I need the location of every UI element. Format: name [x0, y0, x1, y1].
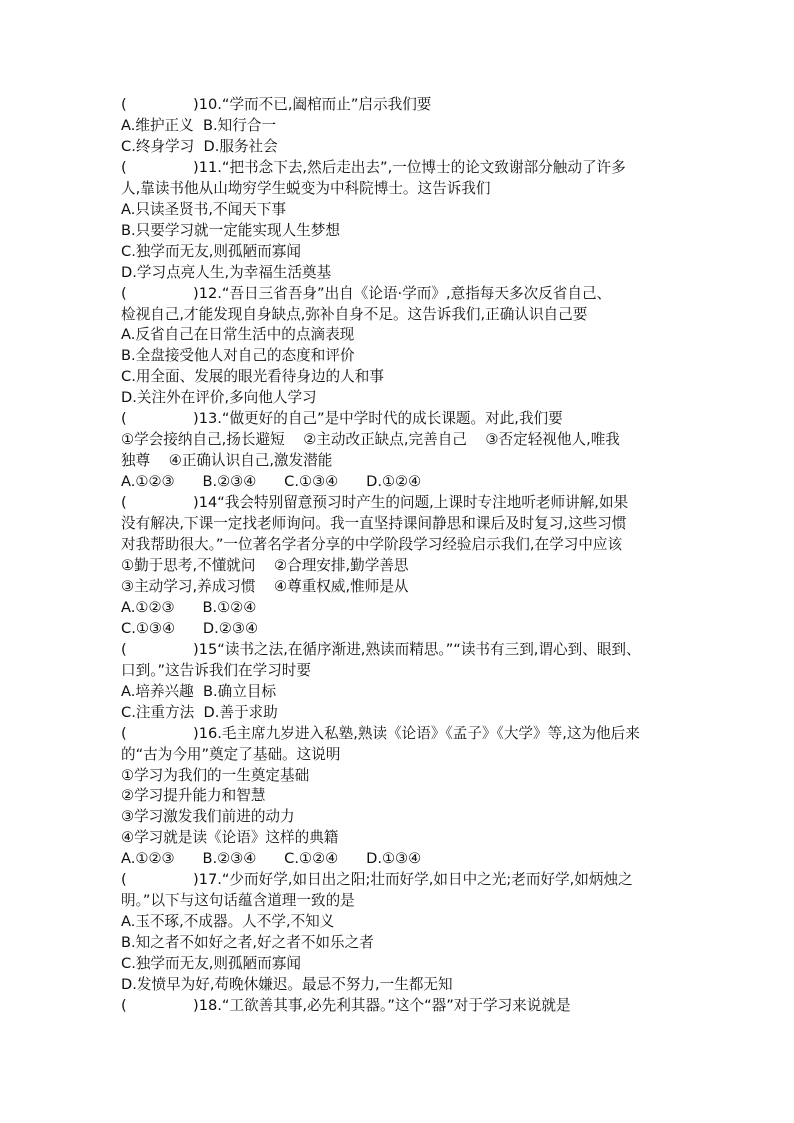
- question-stem-line: [121, 95, 687, 116]
- question-stem-text: ④学习就是读《论语》这样的典籍: [121, 829, 339, 847]
- question-options: A.①②③ B.①②④: [121, 598, 257, 616]
- answer-blank[interactable]: (: [121, 410, 127, 428]
- question-stem-text: ③主动学习,养成习惯 ④尊重权威,惟师是从: [121, 577, 409, 595]
- question-stem-text: 对我帮助很大。”一位著名学者分享的中学阶段学习经验启示我们,在学习中应该: [121, 536, 623, 554]
- question-stem-text: 人,靠读书他从山坳穷学生蜕变为中科院博士。这告诉我们: [121, 179, 491, 197]
- question-options: C.独学而无友,则孤陋而寡闻: [121, 242, 302, 260]
- question-options: D.发愤早为好,苟晚休嫌迟。最忌不努力,一生都无知: [121, 976, 453, 994]
- question-options: C.独学而无友,则孤陋而寡闻: [121, 955, 302, 973]
- question-options: C.①③④ D.②③④: [121, 619, 259, 637]
- question-stem-continuation: [121, 786, 687, 807]
- question-stem-text: 明。”以下与这句话蕴含道理一致的是: [121, 892, 355, 910]
- question-stem-text: 独尊 ④正确认识自己,激发潜能: [121, 452, 333, 470]
- question-stem-line: [121, 724, 687, 745]
- answer-blank[interactable]: (: [121, 724, 127, 742]
- question-stem-text: 毛主席九岁进入私塾,熟读《论语》《孟子》《大学》等,这为他后来: [221, 724, 640, 742]
- question-stem-continuation: [121, 891, 687, 912]
- question-stem-continuation: [121, 179, 687, 200]
- question-stem-continuation: [121, 828, 687, 849]
- question-stem-continuation: [121, 514, 687, 535]
- question-stem-continuation: [121, 745, 687, 766]
- question-stem-text: ①勤于思考,不懂就问 ②合理安排,勤学善思: [121, 556, 409, 574]
- question-number: )16.: [193, 724, 222, 742]
- question-options: C.注重方法 D.善于求助: [121, 703, 278, 721]
- question-stem-continuation: [121, 451, 687, 472]
- question-stem-text: 检视自己,才能发现自身缺点,弥补自身不足。这告诉我们,正确认识自己要: [121, 305, 588, 323]
- question-options: A.反省自己在日常生活中的点滴表现: [121, 326, 355, 344]
- question-stem-text: 没有解决,下课一定找老师询问。我一直坚持课间静思和课后及时复习,这些习惯: [121, 515, 627, 533]
- question-stem-line: [121, 284, 687, 305]
- question-stem-continuation: [121, 577, 687, 598]
- question-stem-text: “读书之法,在循序渐进,熟读而精思。”“读书有三到,谓心到、眼到、: [217, 640, 641, 658]
- question-options: C.终身学习 D.服务社会: [121, 137, 278, 155]
- question-stem-text: ②学习提升能力和智慧: [121, 787, 266, 805]
- question-stem-text: ①学会接纳自己,扬长避短 ②主动改正缺点,完善自己 ③否定轻视他人,唯我: [121, 431, 620, 449]
- question-options: A.只读圣贤书,不闻天下事: [121, 200, 286, 218]
- question-stem-text: “工欲善其事,必先利其器。”这个“器”对于学习来说就是: [221, 996, 571, 1014]
- question-options: A.①②③ B.②③④ C.①③④ D.①②④: [121, 473, 422, 491]
- question-number: )15: [193, 640, 218, 658]
- answer-blank[interactable]: (: [121, 284, 127, 302]
- question-stem-text: “学而不已,阖棺而止”启示我们要: [221, 96, 432, 113]
- answer-blank[interactable]: (: [121, 996, 127, 1014]
- question-number: )18.: [193, 996, 222, 1014]
- question-options: A.培养兴趣 B.确立目标: [121, 682, 277, 700]
- question-number: )17.: [193, 871, 222, 889]
- question-stem-text: “少而好学,如日出之阳;壮而好学,如日中之光;老而好学,如炳烛之: [221, 871, 633, 889]
- question-stem-text: ③学习激发我们前进的动力: [121, 808, 295, 826]
- question-stem-line: [121, 996, 687, 1017]
- question-stem-line: [121, 870, 687, 891]
- question-stem-continuation: [121, 430, 687, 451]
- question-number: )12.: [193, 284, 222, 302]
- question-stem-text: “做更好的自己”是中学时代的成长课题。对此,我们要: [221, 410, 563, 428]
- question-stem-continuation: [121, 535, 687, 556]
- question-stem-continuation: [121, 766, 687, 787]
- answer-blank[interactable]: (: [121, 96, 127, 113]
- question-stem-text: 的“古为今用”奠定了基础。这说明: [121, 745, 341, 763]
- question-stem-line: [121, 158, 687, 179]
- question-number: )14: [193, 494, 218, 512]
- question-stem-text: “吾日三省吾身”出自《论语·学而》,意指每天多次反省自己、: [221, 284, 612, 302]
- question-stem-text: “我会特别留意预习时产生的问题,上课时专注地听老师讲解,如果: [217, 494, 629, 512]
- question-options: A.①②③ B.②③④ C.①②④ D.①③④: [121, 850, 422, 868]
- question-number: )10.: [193, 96, 222, 113]
- question-stem-text: 口到。”这告诉我们在学习时要: [121, 661, 311, 679]
- question-stem-continuation: [121, 556, 687, 577]
- question-number: )13.: [193, 410, 222, 428]
- answer-blank[interactable]: (: [121, 158, 127, 176]
- question-stem-text: “把书念下去,然后走出去”,一位博士的论文致谢部分触动了许多: [221, 158, 626, 176]
- question-options: B.知之者不如好之者,好之者不如乐之者: [121, 934, 374, 952]
- question-options: A.玉不琢,不成器。人不学,不知义: [121, 913, 335, 931]
- question-stem-text: ①学习为我们的一生奠定基础: [121, 766, 310, 784]
- exam-page: [121, 95, 687, 1017]
- question-options: B.只要学习就一定能实现人生梦想: [121, 221, 340, 239]
- question-options: D.学习点亮人生,为幸福生活奠基: [121, 263, 332, 281]
- answer-blank[interactable]: (: [121, 494, 127, 512]
- question-stem-line: [121, 409, 687, 430]
- question-options: D.关注外在评价,多向他人学习: [121, 389, 317, 407]
- question-stem-continuation: [121, 661, 687, 682]
- question-stem-line: [121, 493, 687, 514]
- question-stem-continuation: [121, 305, 687, 326]
- answer-blank[interactable]: (: [121, 871, 127, 889]
- answer-blank[interactable]: (: [121, 640, 127, 658]
- question-options: A.维护正义 B.知行合一: [121, 116, 277, 134]
- question-stem-line: [121, 640, 687, 661]
- question-options: C.用全面、发展的眼光看待身边的人和事: [121, 368, 384, 386]
- question-stem-continuation: [121, 807, 687, 828]
- question-number: )11.: [193, 158, 222, 176]
- question-options: B.全盘接受他人对自己的态度和评价: [121, 347, 355, 365]
